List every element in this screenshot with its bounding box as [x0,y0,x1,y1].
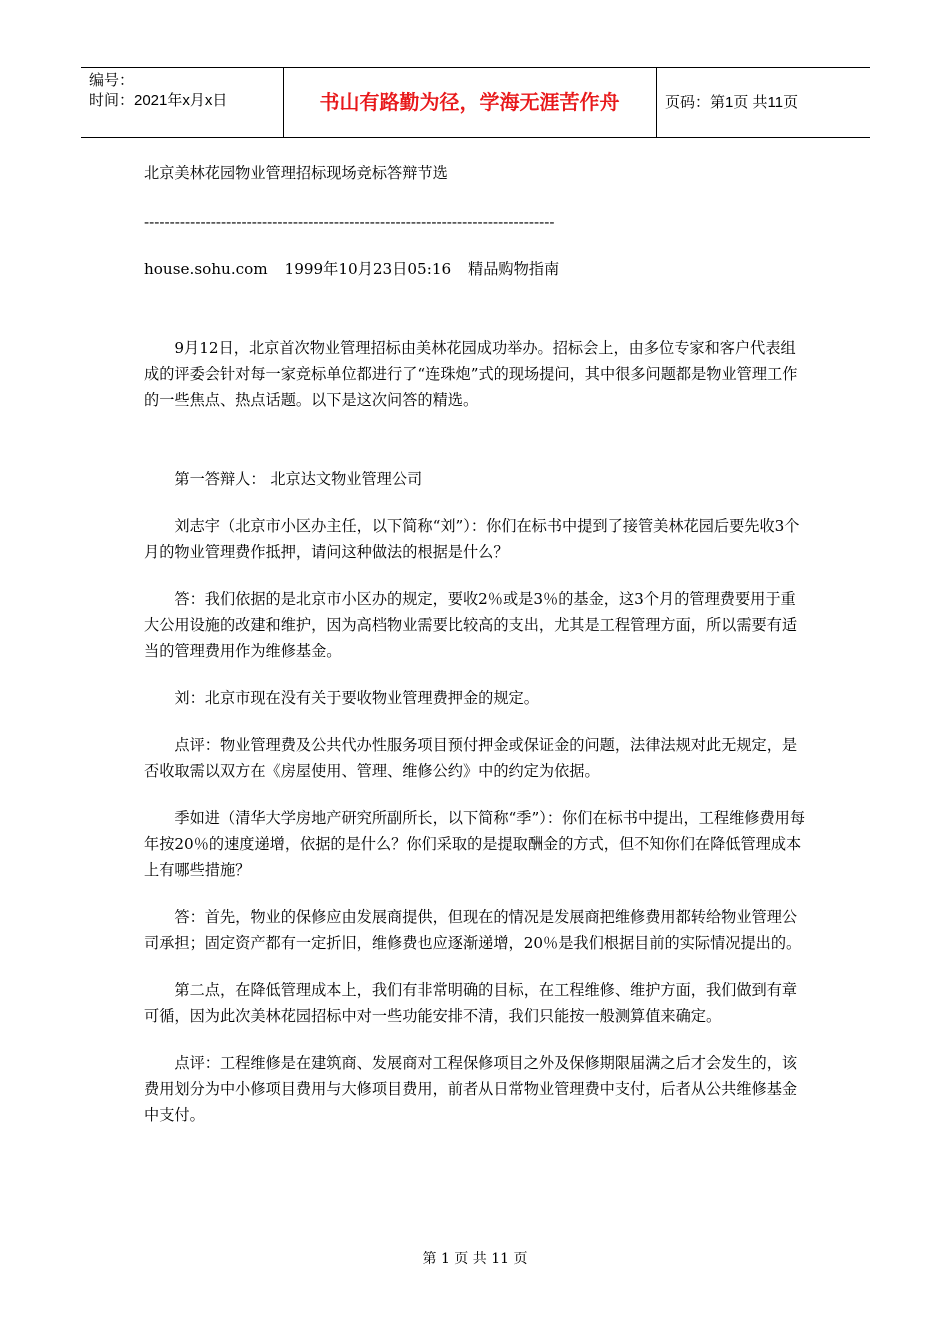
article-body [144,150,807,1128]
header-divider-right [656,68,657,137]
page-header [81,67,870,138]
paragraph-comment-2: 点评：工程维修是在建筑商、发展商对工程保修项目之外及保修期限届满之后才会发生的，该费用划分为中小修项目费用与大修项目费用，前者从日常物业管理费中支付，后者从公共维修基金中支付。 [144,1054,798,1124]
divider-line: -------------------------------------------------------------------------------- [144,213,555,231]
article-source [144,256,807,282]
paragraph-comment-1: 点评：物业管理费及公共代办性服务项目预付押金或保证金的问题，法律法规对此无规定，是否收取需以双方在《房屋使用、管理、维修公约》中的约定为依据。 [144,736,798,780]
paragraph-answer-2: 答：首先，物业的保修应由发展商提供，但现在的情况是发展商把维修费用都转给物业管理公司承担；固定资产都有一定折旧，维修费也应逐渐递增，20％是我们根据目前的实际情况提出的。 [144,908,802,952]
paragraph-answer-1: 答：我们依据的是北京市小区办的规定，要收2％或是3％的基金，这3个月的管理费要用于重大公用设施的改建和维护，因为高档物业需要比较高的支出，尤其是工程管理方面，所以需要有适当的管理费用作为维修基金。 [144,590,798,660]
source-tag: 精品购物指南 [468,260,560,278]
paragraph-intro: 9月12日，北京首次物业管理招标由美林花园成功举办。招标会上，由多位专家和客户代表组成的评委会针对每一家竞标单位都进行了“连珠炮”式的现场提问，其中很多问题都是物业管理工作的一些焦点、热点话题。以下是这次问答的精选。 [144,339,798,409]
document-time-label: 时间：2021年x月x日 [89,92,228,109]
header-meta [89,71,227,111]
page-footer: 第 1 页 共 11 页 [422,1251,528,1267]
article-title: 北京美林花园物业管理招标现场竞标答辩节选 [144,164,448,182]
paragraph-liu-remark: 刘：北京市现在没有关于要收物业管理费押金的规定。 [174,689,539,707]
paragraph-respondent: 第一答辩人： 北京达文物业管理公司 [174,470,423,488]
paragraph-second-point: 第二点，在降低管理成本上，我们有非常明确的目标，在工程维修、维护方面，我们做到有章可循，因为此次美林花园招标中对一些功能安排不清，我们只能按一般测算值来确定。 [144,981,798,1025]
paragraph-question-ji: 季如进（清华大学房地产研究所副所长，以下简称“季”）：你们在标书中提出，工程维修费用每年按20％的速度递增，依据的是什么？你们采取的是提取酬金的方式，但不知你们在降低管理成本上有哪些措施？ [144,809,806,879]
header-page-number: 页码：第1页 共11页 [665,94,799,111]
paragraph-question-liu: 刘志宇（北京市小区办主任，以下简称“刘”）：你们在标书中提到了接管美林花园后要先收3个月的物业管理费作抵押，请问这种做法的根据是什么？ [144,517,800,561]
source-date: 1999年10月23日05:16 [284,260,452,278]
header-motto: 书山有路勤为径，学海无涯苦作舟 [319,90,620,114]
source-site: house.sohu.com [144,260,268,278]
document-number-label: 编号： [89,72,135,89]
